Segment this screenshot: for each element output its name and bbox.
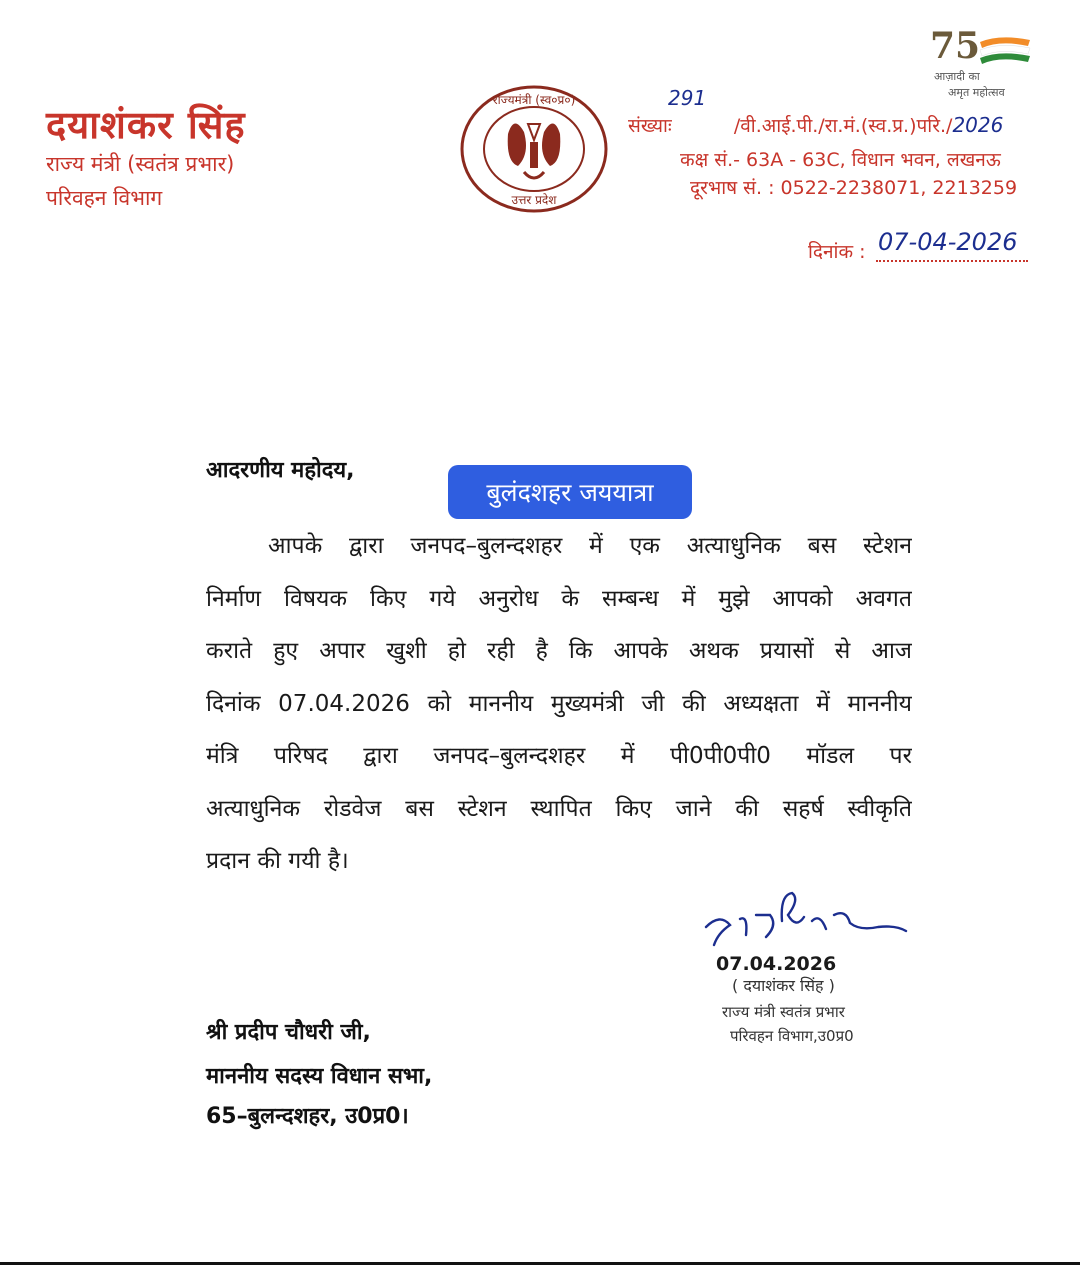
body-line: निर्माण विषयक किए गये अनुरोध के सम्बन्ध में मुझे आपको अवगत [206, 585, 912, 612]
minister-name: दयाशंकर सिंह [46, 102, 246, 147]
reference-line [628, 112, 1003, 138]
body-line: दिनांक 07.04.2026 को माननीय मुख्यमंत्री जी की अध्यक्षता में माननीय [206, 690, 912, 717]
designation: राज्य मंत्री (स्वतंत्र प्रभार) [46, 152, 235, 176]
body-line: अत्याधुनिक रोडवेज बस स्टेशन स्थापित किए जाने की सहर्ष स्वीकृति [206, 795, 912, 822]
signatory-designation: राज्य मंत्री स्वतंत्र प्रभार [722, 1003, 845, 1021]
addressee-constituency: 65–बुलन्दशहर, उ0प्र0। [206, 1104, 409, 1129]
emblem-bottom-text: उत्तर प्रदेश [511, 193, 557, 207]
addressee-title: माननीय सदस्य विधान सभा, [206, 1064, 433, 1089]
department: परिवहन विभाग [46, 186, 163, 210]
signatory-department: परिवहन विभाग,उ0प्र0 [730, 1027, 854, 1045]
location-tag-badge[interactable]: बुलंदशहर जययात्रा [448, 465, 692, 519]
salutation: आदरणीय महोदय, [206, 458, 355, 483]
logo-line1: आज़ादी का [934, 70, 980, 83]
addressee-name: श्री प्रदीप चौधरी जी, [206, 1020, 371, 1045]
body-line: प्रदान की गयी है। [206, 848, 349, 874]
body-line: आपके द्वारा जनपद–बुलन्दशहर में एक अत्याधुनिक बस स्टेशन [268, 533, 912, 559]
signatory-name: ( दयाशंकर सिंह ) [732, 976, 835, 995]
date-label: दिनांक : [808, 241, 866, 263]
emblem-top-text: राज्यमंत्री (स्व०प्र०) [492, 93, 576, 107]
reference-year: 2026 [952, 113, 1004, 137]
bottom-rule [0, 1262, 1080, 1265]
room-number: कक्ष सं.- 63A - 63C, विधान भवन, लखनऊ [680, 149, 1001, 171]
signature-date: 07.04.2026 [716, 953, 837, 975]
reference-label: संख्याः [628, 115, 672, 137]
body-line: कराते हुए अपार खुशी हो रही है कि आपके अथक प्रयासों से आज [206, 638, 912, 664]
azadi-amrit-mahotsav-logo-icon [920, 22, 1040, 102]
reference-code: /वी.आई.पी./रा.मं.(स्व.प्र.)परि./ [733, 115, 953, 137]
handwritten-signature-icon [700, 885, 910, 955]
logo-line2: अमृत महोत्सव [948, 86, 1005, 99]
date-underline [876, 260, 1028, 262]
date-value: 07-04-2026 [878, 228, 1018, 256]
body-line: मंत्रि परिषद द्वारा जनपद–बुलन्दशहर में पी0पी0पी0 मॉडल पर [206, 743, 912, 769]
up-state-emblem-icon [458, 84, 610, 214]
letter-body [206, 520, 912, 888]
reference-number: 291 [668, 86, 707, 110]
logo-number: 75 [930, 25, 981, 67]
phone-number: दूरभाष सं. : 0522-2238071, 2213259 [690, 177, 1018, 199]
